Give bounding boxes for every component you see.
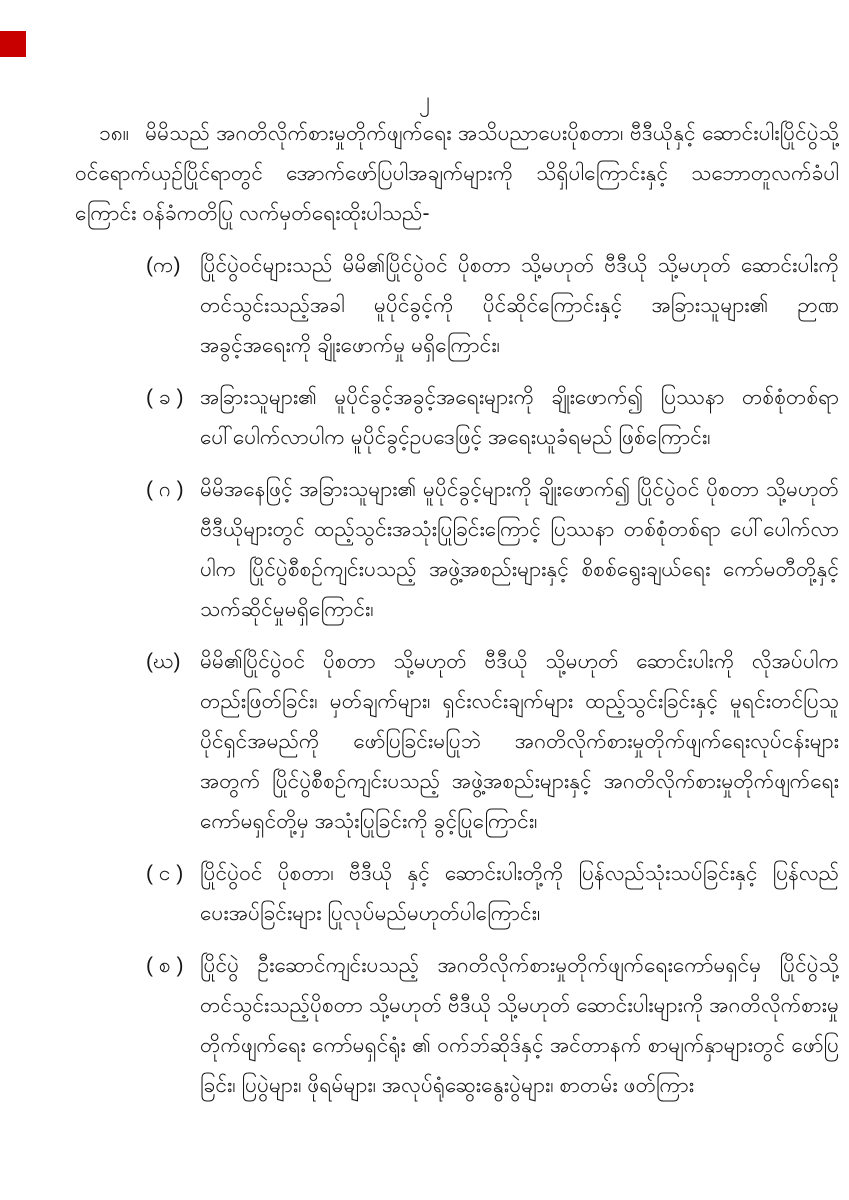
- list-item-ka: [146, 246, 839, 366]
- list-item-nga: [146, 854, 839, 934]
- red-corner-mark: [0, 31, 26, 57]
- item-label: ( ခ ): [146, 386, 184, 409]
- item-text: အခြားသူများ၏ မူပိုင်ခွင့်အခွင့်အရေးများကို ချိုးဖောက်၍ ပြဿနာ တစ်စုံတစ်ရာ ပေါ်ပေါက်လာပါက မူပိုင်ခွင့်ဥပဒေဖြင့် အရေးယူခံရမည် ဖြစ်ကြောင်း၊: [200, 386, 839, 449]
- item-text: ပြိုင်ပွဲ ဦးဆောင်ကျင်းပသည့် အဂတိလိုက်စားမှုတိုက်ဖျက်ရေးကော်မရှင်မှ ပြိုင်ပွဲသို့ တင်သွင်းသည့်ပိုစတာ သို့မဟုတ် ဗီဒီယို သို့မဟုတ် ဆောင်းပါးများကို အဂတိလိုက်စားမှု တိုက်ဖျက်ရေး ကော်မရှင်ရုံး ၏ ဝက်ဘ်ဆိုဒ်နှင့် အင်တာနက် စာမျက်နှာများတွင် ဖော်ပြခြင်း၊ ပြပွဲများ၊ ဖိုရမ်များ၊ အလုပ်ရုံဆွေးနွေးပွဲများ၊ စာတမ်း ဖတ်ကြား: [200, 954, 839, 1097]
- list-item-sa: [146, 946, 839, 1106]
- item-text: မိမိအနေဖြင့် အခြားသူများ၏ မူပိုင်ခွင့်များကို ချိုးဖောက်၍ ပြိုင်ပွဲဝင် ပိုစတာ သို့မဟုတ် ဗီဒီယိုများတွင် ထည့်သွင်းအသုံးပြုခြင်းကြောင့် ပြဿနာ တစ်စုံတစ်ရာ ပေါ်ပေါက်လာပါက ပြိုင်ပွဲစီစဉ်ကျင်းပသည့် အဖွဲ့အစည်းများနှင့် စိစစ်ရွေးချယ်ရေး ကော်မတီတို့နှင့် သက်ဆိုင်မှုမရှိကြောင်း၊: [200, 478, 839, 621]
- item-label: ( စ ): [146, 954, 184, 977]
- sub-item-list: [146, 246, 839, 1106]
- list-item-gha: [146, 642, 839, 842]
- item-label: (ဃ): [146, 650, 181, 673]
- item-text: မိမိ၏ပြိုင်ပွဲဝင် ပိုစတာ သို့မဟုတ် ဗီဒီယို သို့မဟုတ် ဆောင်းပါးကို လိုအပ်ပါက တည်းဖြတ်ခြင်း၊ မှတ်ချက်များ၊ ရှင်းလင်းချက်များ ထည့်သွင်းခြင်းနှင့် မူရင်းတင်ပြသူ ပိုင်ရှင်အမည်ကို ဖော်ပြခြင်းမပြုဘဲ အဂတိလိုက်စားမှုတိုက်ဖျက်ရေးလုပ်ငန်းများအတွက် ပြိုင်ပွဲစီစဉ်ကျင်းပသည့် အဖွဲ့အစည်းများနှင့် အဂတိလိုက်စားမှုတိုက်ဖျက်ရေး ကော်မရှင်တို့မှ အသုံးပြုခြင်းကို ခွင့်ပြုကြောင်း၊: [200, 650, 839, 833]
- item-text: ပြိုင်ပွဲဝင် ပိုစတာ၊ ဗီဒီယို နှင့် ဆောင်းပါးတို့ကို ပြန်လည်သုံးသပ်ခြင်းနှင့် ပြန်လည်ပေးအပ်ခြင်းများ ပြုလုပ်မည်မဟုတ်ပါကြောင်း၊: [200, 862, 839, 925]
- intro-text: မိမိသည် အဂတိလိုက်စားမှုတိုက်ဖျက်ရေး အသိပညာပေးပိုစတာ၊ ဗီဒီယိုနှင့် ဆောင်းပါးပြိုင်ပွဲသို့ ဝင်ရောက်ယှဉ်ပြိုင်ရာတွင် အောက်ဖော်ပြပါအချက်များကို သိရှိပါကြောင်းနှင့် သဘောတူလက်ခံပါကြောင်း ဝန်ခံကတိပြု လက်မှတ်ရေးထိုးပါသည်-: [75, 122, 839, 225]
- item-label: (က): [146, 254, 181, 277]
- item-label: ( ဂ ): [146, 478, 184, 501]
- page-number: ၂: [419, 87, 430, 112]
- paragraph-number: ၁၈။: [99, 122, 130, 145]
- list-item-kha: [146, 378, 839, 458]
- intro-paragraph: [75, 114, 839, 234]
- item-label: ( င ): [146, 862, 184, 885]
- item-text: ပြိုင်ပွဲဝင်များသည် မိမိ၏ပြိုင်ပွဲဝင် ပိုစတာ သို့မဟုတ် ဗီဒီယို သို့မဟုတ် ဆောင်းပါးကို တင်သွင်းသည့်အခါ မူပိုင်ခွင့်ကို ပိုင်ဆိုင်ကြောင်းနှင့် အခြားသူများ၏ ဉာဏ အခွင့်အရေးကို ချိုးဖောက်မှု မရှိကြောင်း၊: [200, 254, 839, 357]
- list-item-ga: [146, 470, 839, 630]
